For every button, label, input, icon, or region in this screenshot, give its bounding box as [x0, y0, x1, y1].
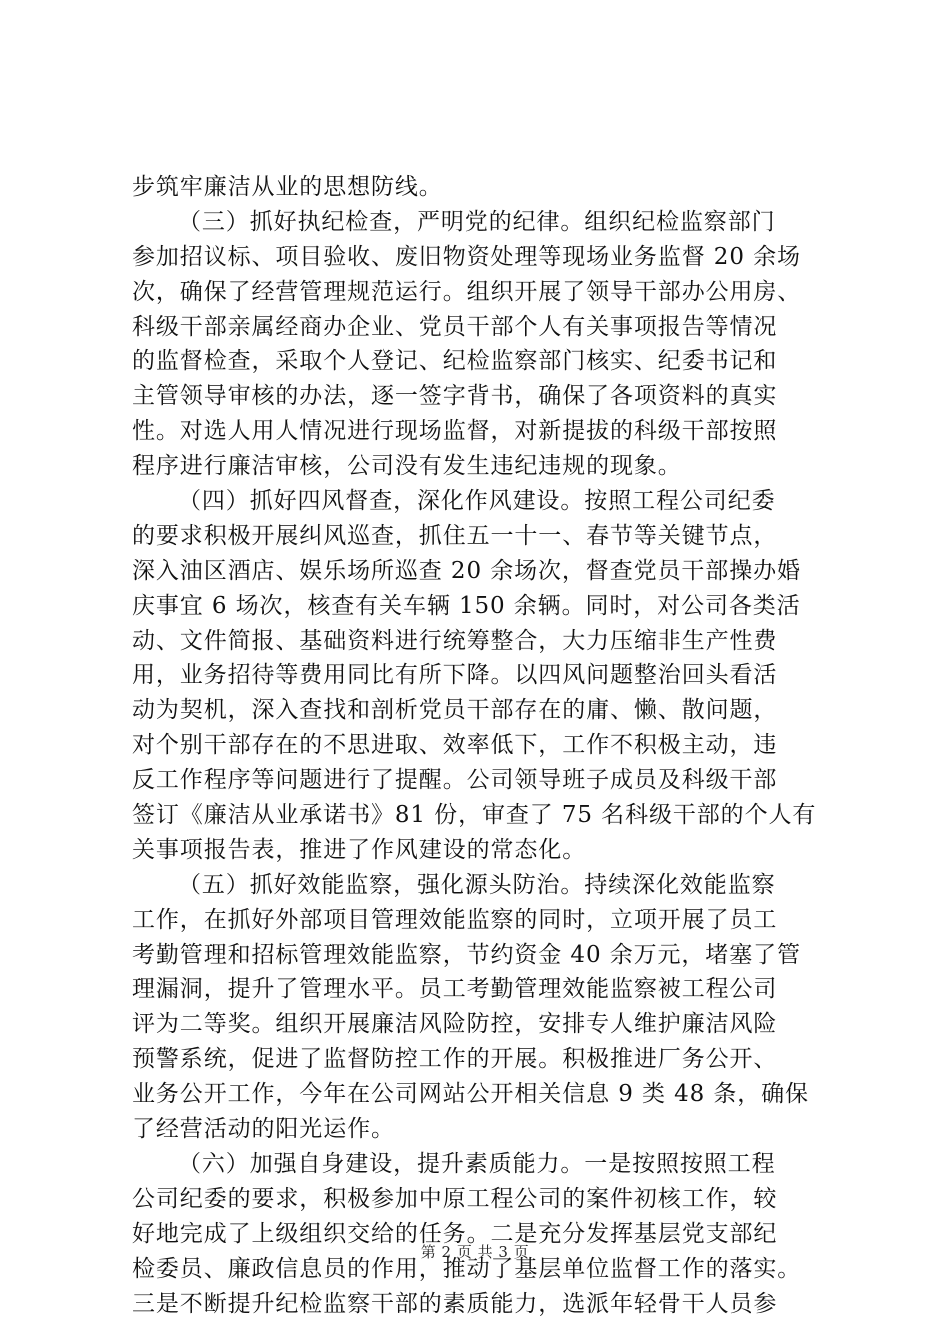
text-line: 检委员、廉政信息员的作用，推动了基层单位监督工作的落实。 [132, 1255, 802, 1282]
paragraph-heading-line: （三）抓好执纪检查，严明党的纪律。组织纪检监察部门 [178, 208, 776, 235]
text-line: 理漏洞，提升了管理水平。员工考勤管理效能监察被工程公司 [132, 976, 778, 1003]
text-line: 步筑牢廉洁从业的思想防线。 [132, 174, 443, 200]
text-line: 的要求积极开展纠风巡查，抓住五一十一、春节等关键节点， [132, 522, 778, 549]
text-line: 公司纪委的要求，积极参加中原工程公司的案件初核工作，较 [132, 1185, 778, 1212]
text-line: 动为契机，深入查找和剖析党员干部存在的庸、懒、散问题， [132, 697, 778, 724]
text-line: 对个别干部存在的不思进取、效率低下，工作不积极主动，违 [132, 732, 778, 759]
text-line: 的监督检查，采取个人登记、纪检监察部门核实、纪委书记和 [132, 348, 778, 375]
text-line: 业务公开工作，今年在公司网站公开相关信息 9 类 48 条，确保 [132, 1081, 809, 1108]
text-line: 了经营活动的阳光运作。 [132, 1116, 395, 1143]
text-line: 好地完成了上级组织交给的任务。二是充分发挥基层党支部纪 [132, 1220, 778, 1247]
text-line: 考勤管理和招标管理效能监察，节约资金 40 余万元，堵塞了管 [132, 941, 801, 968]
text-line: 主管领导审核的办法，逐一签字背书，确保了各项资料的真实 [132, 383, 778, 410]
paragraph-heading-line: （六）加强自身建设，提升素质能力。一是按照按照工程 [178, 1150, 776, 1177]
text-line: 预警系统，促进了监督防控工作的开展。积极推进厂务公开、 [132, 1046, 778, 1073]
text-line: 签订《廉洁从业承诺书》81 份，审查了 75 名科级干部的个人有 [132, 802, 817, 829]
text-line: 庆事宜 6 场次，核查有关车辆 150 余辆。同时，对公司各类活 [132, 592, 801, 619]
text-line: 参加招议标、项目验收、废旧物资处理等现场业务监督 20 余场 [132, 243, 801, 270]
text-line: 性。对选人用人情况进行现场监督，对新提拔的科级干部按照 [132, 418, 778, 445]
text-line: 三是不断提升纪检监察干部的素质能力，选派年轻骨干人员参 [132, 1290, 778, 1317]
text-line: 动、文件简报、基础资料进行统筹整合，大力压缩非生产性费 [132, 627, 778, 654]
document-body [132, 170, 850, 1321]
text-line: 评为二等奖。组织开展廉洁风险防控，安排专人维护廉洁风险 [132, 1011, 778, 1038]
paragraph-heading-line: （四）抓好四风督查，深化作风建设。按照工程公司纪委 [178, 488, 776, 515]
text-line: 科级干部亲属经商办企业、党员干部个人有关事项报告等情况 [132, 313, 778, 340]
page-number-footer: 第 2 页 共 3 页 [420, 1243, 530, 1261]
text-line: 次，确保了经营管理规范运行。组织开展了领导干部办公用房、 [132, 278, 802, 305]
text-line: 深入油区酒店、娱乐场所巡查 20 余场次，督查党员干部操办婚 [132, 557, 801, 584]
text-line: 关事项报告表，推进了作风建设的常态化。 [132, 836, 587, 863]
text-line: 工作，在抓好外部项目管理效能监察的同时，立项开展了员工 [132, 906, 778, 933]
text-line: 反工作程序等问题进行了提醒。公司领导班子成员及科级干部 [132, 767, 778, 794]
paragraph-heading-line: （五）抓好效能监察，强化源头防治。持续深化效能监察 [178, 871, 776, 898]
text-line: 用，业务招待等费用同比有所下降。以四风问题整治回头看活 [132, 662, 778, 689]
text-line: 程序进行廉洁审核，公司没有发生违纪违规的现象。 [132, 453, 682, 480]
